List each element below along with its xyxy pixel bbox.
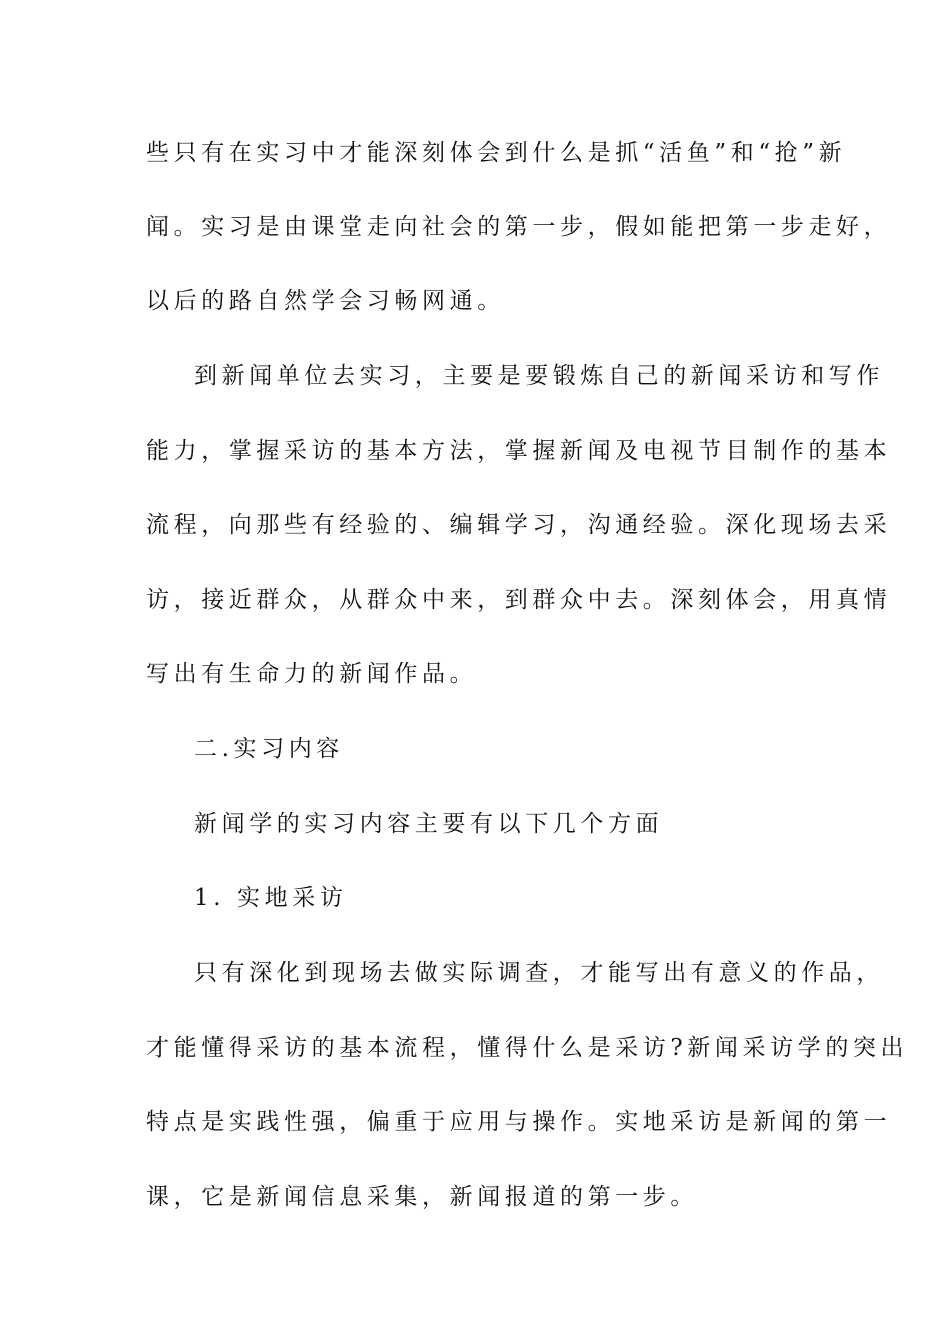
text-line: 些只有在实习中才能深刻体会到什么是抓“活鱼”和“抢”新 — [146, 140, 847, 166]
text-line: 课，它是新闻信息采集，新闻报道的第一步。 — [146, 1184, 698, 1210]
list-item-heading: 1. 实地采访 — [194, 885, 348, 911]
text-line: 流程，向那些有经验的、编辑学习，沟通经验。深化现场去采 — [146, 512, 892, 538]
text-line: 特点是实践性强，偏重于应用与操作。实地采访是新闻的第一 — [146, 1109, 892, 1135]
paragraph-first-line: 到新闻单位去实习，主要是要锻炼自己的新闻采访和写作 — [194, 363, 884, 389]
text-line: 才能懂得采访的基本流程，懂得什么是采访?新闻采访学的突出 — [146, 1035, 909, 1061]
paragraph-first-line: 新闻学的实习内容主要有以下几个方面 — [194, 811, 664, 837]
text-line: 以后的路自然学会习畅网通。 — [146, 288, 505, 314]
text-line: 闻。实习是由课堂走向社会的第一步，假如能把第一步走好， — [146, 214, 892, 240]
paragraph-first-line: 只有深化到现场去做实际调查，才能写出有意义的作品， — [194, 960, 884, 986]
section-heading: 二.实习内容 — [194, 736, 344, 762]
text-line: 写出有生命力的新闻作品。 — [146, 661, 478, 687]
text-line: 能力，掌握采访的基本方法，掌握新闻及电视节目制作的基本 — [146, 438, 892, 464]
text-line: 访，接近群众，从群众中来，到群众中去。深刻体会，用真情 — [146, 587, 892, 613]
